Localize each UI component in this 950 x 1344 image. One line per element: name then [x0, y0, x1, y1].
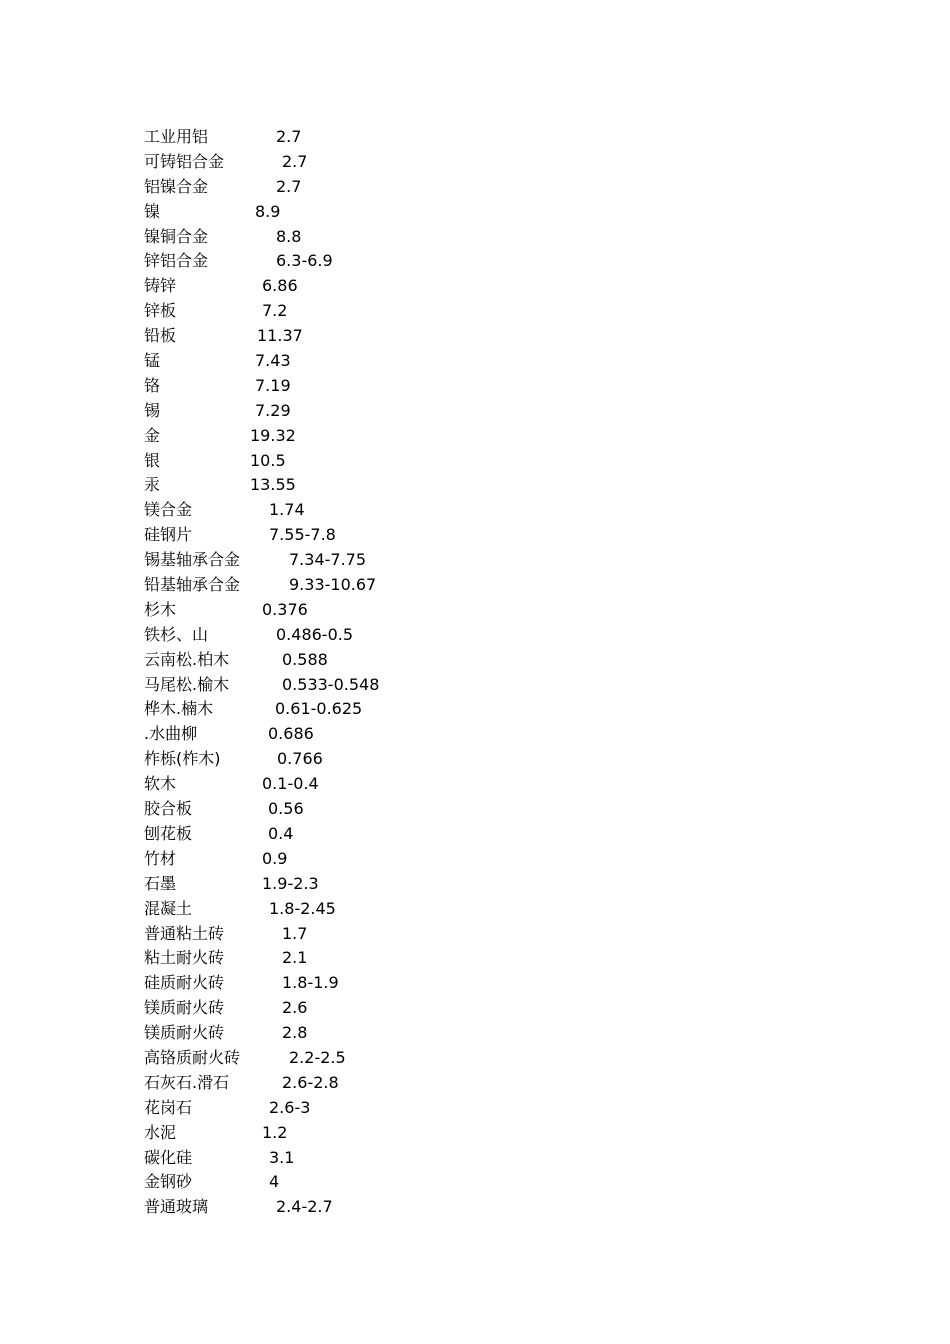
density-value: 3.1	[269, 1147, 295, 1167]
density-value: 1.8-2.45	[269, 898, 336, 918]
density-value: 2.7	[276, 127, 302, 146]
table-row	[144, 872, 644, 897]
density-value: 2.6-2.8	[282, 1072, 339, 1092]
density-value: 2.6	[282, 998, 308, 1018]
material-name: 混凝土	[144, 898, 193, 918]
table-row	[144, 374, 644, 399]
material-name: 镁质耐火砖	[144, 998, 225, 1018]
density-value: 7.2	[262, 301, 288, 321]
material-name: 碳化硅	[144, 1147, 193, 1167]
density-value: 2.6-3	[269, 1097, 311, 1117]
table-row	[144, 747, 644, 772]
density-value: 0.56	[268, 799, 304, 819]
material-name: 铝镍合金	[144, 176, 209, 196]
table-row	[144, 200, 644, 225]
density-value: 0.1-0.4	[262, 774, 319, 794]
density-value: 0.4	[268, 823, 294, 843]
density-value: 1.74	[269, 500, 305, 520]
density-value: 2.4-2.7	[276, 1197, 333, 1217]
table-row	[144, 1096, 644, 1121]
density-value: 4	[269, 1172, 280, 1192]
material-name: 可铸铝合金	[144, 151, 225, 171]
density-value: 0.486-0.5	[276, 624, 354, 644]
material-name: 镍	[144, 201, 161, 221]
material-name: 铅板	[144, 326, 177, 346]
material-name: 花岗石	[144, 1097, 193, 1117]
table-row	[144, 797, 644, 822]
table-row	[144, 324, 644, 349]
material-name: 镁质耐火砖	[144, 1023, 225, 1043]
table-row	[144, 150, 644, 175]
density-value: 0.61-0.625	[275, 699, 363, 719]
table-row	[144, 1071, 644, 1096]
material-name: 水泥	[144, 1122, 177, 1142]
density-value: 19.32	[250, 425, 296, 445]
table-row	[144, 822, 644, 847]
density-value: 1.2	[262, 1122, 288, 1142]
density-value: 7.19	[255, 375, 291, 395]
material-name: 锡	[144, 400, 161, 420]
table-row	[144, 697, 644, 722]
table-row	[144, 648, 644, 673]
density-value: 7.55-7.8	[269, 525, 336, 545]
table-row	[144, 1021, 644, 1046]
table-row	[144, 673, 644, 698]
material-name: 金	[144, 425, 161, 445]
material-name: 马尾松.榆木	[144, 674, 230, 694]
table-row	[144, 1195, 644, 1220]
material-name: 云南松.柏木	[144, 649, 230, 669]
table-row	[144, 449, 644, 474]
material-name: 石墨	[144, 873, 177, 893]
material-name: 硅钢片	[144, 525, 193, 545]
density-value: 0.376	[262, 599, 308, 619]
material-name: 硅质耐火砖	[144, 973, 225, 993]
material-name: 锌铝合金	[144, 251, 209, 271]
material-name: 铬	[144, 375, 161, 395]
table-row	[144, 971, 644, 996]
material-name: 铸锌	[144, 276, 177, 296]
density-value: 6.86	[262, 276, 298, 296]
table-row	[144, 573, 644, 598]
material-name: 石灰石.滑石	[144, 1072, 230, 1092]
density-value: 13.55	[250, 475, 296, 495]
density-value: 2.7	[276, 176, 302, 196]
density-value: 0.9	[262, 848, 288, 868]
material-name: 粘土耐火砖	[144, 948, 225, 968]
table-row	[144, 274, 644, 299]
material-name: 银	[144, 450, 161, 470]
density-value: 0.588	[282, 649, 328, 669]
density-value: 1.7	[282, 923, 308, 943]
table-row	[144, 1046, 644, 1071]
material-name: 普通粘土砖	[144, 923, 225, 943]
table-row	[144, 349, 644, 374]
density-value: 10.5	[250, 450, 286, 470]
density-value: 7.43	[255, 351, 291, 371]
material-name: 金钢砂	[144, 1172, 193, 1192]
table-row	[144, 399, 644, 424]
table-row	[144, 897, 644, 922]
density-value: 2.7	[282, 151, 308, 171]
density-value: 9.33-10.67	[289, 575, 377, 595]
material-name: 高铬质耐火砖	[144, 1047, 241, 1067]
density-value: 8.9	[255, 201, 281, 221]
table-row	[144, 299, 644, 324]
table-row	[144, 847, 644, 872]
material-name: 锌板	[144, 301, 177, 321]
table-row	[144, 498, 644, 523]
table-row	[144, 1170, 644, 1195]
material-name: 镍铜合金	[144, 226, 209, 246]
density-value: 2.1	[282, 948, 308, 968]
table-row	[144, 1146, 644, 1171]
table-row	[144, 548, 644, 573]
table-row	[144, 175, 644, 200]
density-value: 1.9-2.3	[262, 873, 319, 893]
table-row	[144, 249, 644, 274]
density-value: 0.766	[277, 749, 323, 769]
table-row	[144, 473, 644, 498]
density-value: 7.34-7.75	[289, 550, 367, 570]
density-value: 0.686	[268, 724, 314, 744]
table-row	[144, 996, 644, 1021]
table-row	[144, 623, 644, 648]
density-value: 11.37	[257, 326, 303, 346]
material-name: 刨花板	[144, 823, 193, 843]
material-name: 锡基轴承合金	[144, 550, 241, 570]
material-name: 杉木	[144, 599, 177, 619]
table-row	[144, 598, 644, 623]
material-name: 胶合板	[144, 799, 193, 819]
table-row	[144, 424, 644, 449]
table-row	[144, 125, 644, 150]
material-name: 铅基轴承合金	[144, 575, 241, 595]
material-name: 柞栎(柞木)	[144, 749, 221, 769]
material-name: 工业用铝	[144, 127, 209, 146]
density-value: 0.533-0.548	[282, 674, 380, 694]
material-name: .水曲柳	[144, 724, 198, 744]
material-name: 汞	[144, 475, 161, 495]
material-name: 普通玻璃	[144, 1197, 209, 1217]
density-value: 2.2-2.5	[289, 1047, 346, 1067]
material-name: 桦木.楠木	[144, 699, 214, 719]
density-value: 1.8-1.9	[282, 973, 339, 993]
density-list	[144, 125, 644, 1220]
table-row	[144, 722, 644, 747]
material-name: 竹材	[144, 848, 177, 868]
material-name: 软木	[144, 774, 177, 794]
table-row	[144, 922, 644, 947]
table-row	[144, 1121, 644, 1146]
material-name: 锰	[144, 351, 161, 371]
density-value: 8.8	[276, 226, 302, 246]
density-value: 2.8	[282, 1023, 308, 1043]
density-value: 7.29	[255, 400, 291, 420]
table-row	[144, 225, 644, 250]
table-row	[144, 523, 644, 548]
material-name: 铁杉、山	[144, 624, 209, 644]
table-row	[144, 772, 644, 797]
table-row	[144, 946, 644, 971]
density-value: 6.3-6.9	[276, 251, 333, 271]
material-name: 镁合金	[144, 500, 193, 520]
